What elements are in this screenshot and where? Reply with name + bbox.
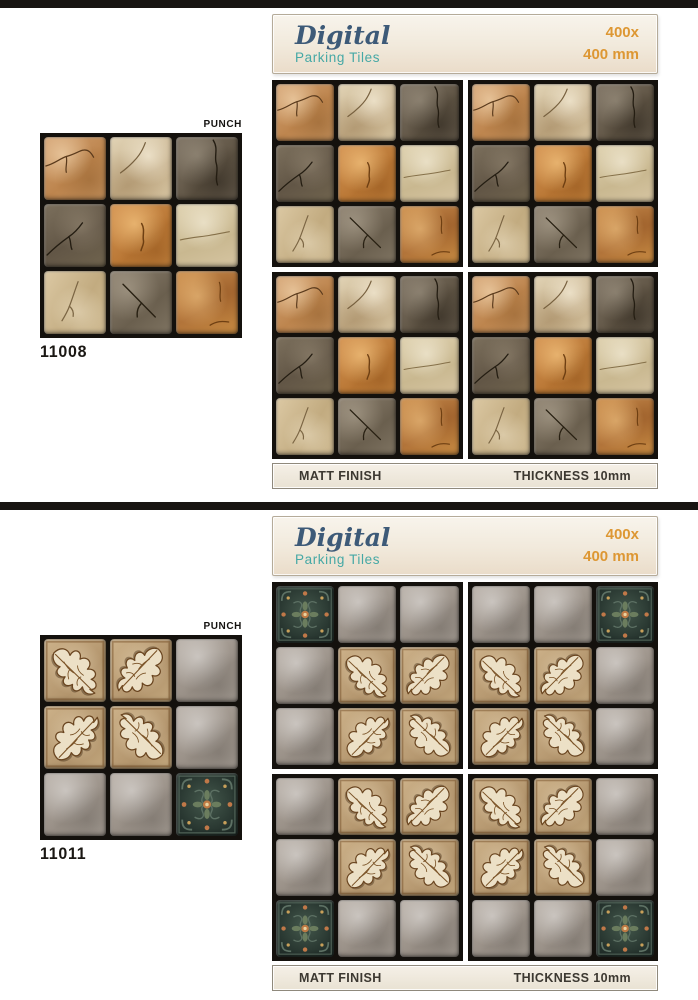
tile-tan: [472, 276, 530, 333]
brand-name: Digital: [295, 523, 391, 552]
tile-pattern-cream: [400, 337, 458, 394]
tile-pattern-ornate: [276, 586, 334, 643]
tile-pattern-graybrown: [338, 398, 396, 455]
tile-pattern-leaf: [44, 706, 106, 769]
tile-pattern-dkbrown: [472, 337, 530, 394]
tile-cream2: [276, 398, 334, 455]
tile-leaf: [338, 647, 396, 704]
tile-pattern-leaf: [338, 778, 396, 835]
tile-pattern-leaf: [472, 778, 530, 835]
layout-preview: [272, 582, 658, 961]
tile-pattern-amber: [110, 204, 172, 267]
layout-quadrant: [272, 582, 463, 769]
tile-gray: [276, 778, 334, 835]
tile-pattern-cream: [596, 145, 654, 202]
tile-gray: [596, 647, 654, 704]
tile-amber: [534, 337, 592, 394]
layout-quadrant: [468, 582, 659, 769]
layout-quadrant: [272, 272, 463, 459]
tile-pattern-leaf: [400, 708, 458, 765]
tile-pattern-ornate: [176, 773, 238, 836]
punch-label: PUNCH: [203, 621, 242, 632]
tile-tan: [44, 137, 106, 200]
section-divider-bar: [0, 502, 698, 510]
tile-dkgray: [176, 137, 238, 200]
tile-ornate: [276, 586, 334, 643]
tile-tan: [472, 84, 530, 141]
tile-size-block: [583, 22, 639, 66]
tile-pattern-dkbrown: [276, 337, 334, 394]
tile-leaf: [338, 839, 396, 896]
tile-dkgray: [596, 84, 654, 141]
tile-pattern-graybrown: [534, 398, 592, 455]
tile-gray: [596, 708, 654, 765]
tile-pattern-amber: [338, 337, 396, 394]
tile-pattern-beige: [534, 84, 592, 141]
tile-pattern-cream2: [276, 206, 334, 263]
tile-pattern-amber: [338, 145, 396, 202]
tile-ochre: [596, 398, 654, 455]
tile-dkbrown: [276, 145, 334, 202]
brand-subtitle: Parking Tiles: [295, 552, 381, 567]
tile-pattern-leaf: [472, 647, 530, 704]
tile-size-width: 400x: [605, 24, 639, 42]
tile-cream2: [276, 206, 334, 263]
tile-pattern-leaf: [472, 708, 530, 765]
tile-pattern-beige: [110, 137, 172, 200]
panel-11011: [272, 516, 658, 991]
tile-pattern-leaf: [338, 708, 396, 765]
tile-leaf: [472, 778, 530, 835]
tile-gray: [472, 900, 530, 957]
tile-gray: [596, 839, 654, 896]
tile-leaf: [534, 647, 592, 704]
tile-graybrown: [110, 271, 172, 334]
tile-pattern-dkgray: [400, 84, 458, 141]
tile-graybrown: [338, 206, 396, 263]
tile-pattern-leaf: [110, 639, 172, 702]
tile-ornate: [276, 900, 334, 957]
brand-header: [272, 14, 658, 74]
tile-pattern-amber: [534, 145, 592, 202]
tile-pattern-cream2: [472, 206, 530, 263]
tile-gray: [44, 773, 106, 836]
tile-pattern-dkgray: [400, 276, 458, 333]
tile-leaf: [338, 708, 396, 765]
tile-pattern-leaf: [472, 839, 530, 896]
finish-label: MATT FINISH: [299, 971, 382, 985]
tile-pattern-ornate: [596, 900, 654, 957]
tile-gray: [338, 586, 396, 643]
tile-gray: [534, 900, 592, 957]
tile-beige: [338, 84, 396, 141]
tile-ochre: [176, 271, 238, 334]
tile-leaf: [110, 639, 172, 702]
tile-gray: [276, 647, 334, 704]
tile-pattern-tan: [472, 84, 530, 141]
tile-pattern-beige: [338, 84, 396, 141]
tile-pattern-ornate: [276, 900, 334, 957]
tile-gray: [276, 708, 334, 765]
tile-ornate: [596, 900, 654, 957]
tile-pattern-leaf: [534, 708, 592, 765]
product-code: 11011: [40, 844, 87, 863]
tile-pattern-dkgray: [596, 84, 654, 141]
tile-gray: [276, 839, 334, 896]
tile-pattern-leaf: [44, 639, 106, 702]
spec-bar: [272, 965, 658, 991]
tile-cream2: [472, 398, 530, 455]
tile-gray: [400, 586, 458, 643]
tile-size-block: [583, 524, 639, 568]
tile-pattern-cream2: [44, 271, 106, 334]
swatch-tile-grid: [40, 133, 242, 338]
tile-leaf: [400, 839, 458, 896]
thickness-label: THICKNESS 10mm: [513, 469, 631, 483]
tile-size-height: 400 mm: [583, 46, 639, 63]
tile-gray: [472, 586, 530, 643]
tile-leaf: [338, 778, 396, 835]
layout-quadrant: [272, 80, 463, 267]
punch-label: PUNCH: [203, 119, 242, 130]
tile-dkbrown: [44, 204, 106, 267]
tile-ochre: [400, 206, 458, 263]
tile-graybrown: [534, 398, 592, 455]
tile-pattern-cream2: [472, 398, 530, 455]
tile-dkbrown: [472, 337, 530, 394]
tile-dkgray: [400, 84, 458, 141]
tile-pattern-graybrown: [338, 206, 396, 263]
swatch-tile-grid: [40, 635, 242, 840]
tile-cream2: [44, 271, 106, 334]
tile-beige: [338, 276, 396, 333]
tile-amber: [338, 145, 396, 202]
tile-pattern-beige: [338, 276, 396, 333]
tile-pattern-beige: [534, 276, 592, 333]
brand-subtitle: Parking Tiles: [295, 50, 381, 65]
tile-gray: [400, 900, 458, 957]
tile-cream: [400, 337, 458, 394]
brand-name: Digital: [295, 21, 391, 50]
tile-pattern-leaf: [400, 778, 458, 835]
tile-pattern-leaf: [400, 647, 458, 704]
layout-quadrant: [468, 774, 659, 961]
tile-amber: [110, 204, 172, 267]
tile-beige: [534, 84, 592, 141]
tile-pattern-leaf: [534, 647, 592, 704]
brand-block: [295, 525, 390, 567]
tile-gray: [534, 586, 592, 643]
tile-pattern-cream2: [276, 398, 334, 455]
thickness-label: THICKNESS 10mm: [513, 971, 631, 985]
tile-pattern-cream: [400, 145, 458, 202]
layout-preview: [272, 80, 658, 459]
tile-graybrown: [534, 206, 592, 263]
tile-cream: [596, 145, 654, 202]
tile-pattern-leaf: [338, 647, 396, 704]
tile-beige: [110, 137, 172, 200]
tile-size-height: 400 mm: [583, 548, 639, 565]
brand-header: [272, 516, 658, 576]
layout-quadrant: [468, 272, 659, 459]
swatch-11011: [40, 621, 242, 864]
tile-leaf: [534, 778, 592, 835]
tile-pattern-tan: [276, 276, 334, 333]
layout-quadrant: [272, 774, 463, 961]
swatch-11008: [40, 119, 242, 362]
top-divider-bar: [0, 0, 698, 8]
product-code: 11008: [40, 342, 88, 361]
tile-leaf: [400, 647, 458, 704]
tile-gray: [338, 900, 396, 957]
tile-size-width: 400x: [605, 526, 639, 544]
tile-ornate: [596, 586, 654, 643]
tile-tan: [276, 276, 334, 333]
tile-pattern-graybrown: [534, 206, 592, 263]
tile-pattern-ornate: [596, 586, 654, 643]
tile-pattern-dkgray: [596, 276, 654, 333]
tile-pattern-leaf: [534, 778, 592, 835]
tile-pattern-leaf: [338, 839, 396, 896]
tile-ornate: [176, 773, 238, 836]
tile-leaf: [110, 706, 172, 769]
tile-leaf: [400, 778, 458, 835]
tile-pattern-dkbrown: [276, 145, 334, 202]
tile-leaf: [534, 839, 592, 896]
layout-quadrant: [468, 80, 659, 267]
tile-cream: [176, 204, 238, 267]
tile-dkbrown: [276, 337, 334, 394]
tile-gray: [176, 639, 238, 702]
tile-gray: [176, 706, 238, 769]
tile-pattern-ochre: [400, 398, 458, 455]
tile-leaf: [472, 647, 530, 704]
tile-pattern-dkgray: [176, 137, 238, 200]
tile-pattern-amber: [534, 337, 592, 394]
tile-leaf: [472, 839, 530, 896]
tile-pattern-tan: [276, 84, 334, 141]
tile-ochre: [400, 398, 458, 455]
tile-graybrown: [338, 398, 396, 455]
tile-gray: [110, 773, 172, 836]
tile-pattern-dkbrown: [44, 204, 106, 267]
brand-block: [295, 23, 390, 65]
tile-dkgray: [400, 276, 458, 333]
tile-pattern-tan: [44, 137, 106, 200]
tile-amber: [338, 337, 396, 394]
tile-cream: [400, 145, 458, 202]
tile-pattern-leaf: [400, 839, 458, 896]
tile-pattern-ochre: [596, 206, 654, 263]
tile-pattern-cream: [176, 204, 238, 267]
tile-tan: [276, 84, 334, 141]
tile-cream2: [472, 206, 530, 263]
tile-ochre: [596, 206, 654, 263]
tile-pattern-ochre: [400, 206, 458, 263]
tile-pattern-leaf: [110, 706, 172, 769]
tile-leaf: [44, 706, 106, 769]
tile-beige: [534, 276, 592, 333]
tile-gray: [596, 778, 654, 835]
tile-leaf: [472, 708, 530, 765]
tile-pattern-leaf: [534, 839, 592, 896]
panel-11008: [272, 14, 658, 489]
tile-amber: [534, 145, 592, 202]
tile-dkbrown: [472, 145, 530, 202]
tile-pattern-tan: [472, 276, 530, 333]
finish-label: MATT FINISH: [299, 469, 382, 483]
tile-leaf: [400, 708, 458, 765]
tile-pattern-graybrown: [110, 271, 172, 334]
tile-cream: [596, 337, 654, 394]
tile-pattern-ochre: [176, 271, 238, 334]
tile-pattern-cream: [596, 337, 654, 394]
tile-leaf: [534, 708, 592, 765]
spec-bar: [272, 463, 658, 489]
tile-pattern-dkbrown: [472, 145, 530, 202]
tile-leaf: [44, 639, 106, 702]
tile-pattern-ochre: [596, 398, 654, 455]
tile-dkgray: [596, 276, 654, 333]
